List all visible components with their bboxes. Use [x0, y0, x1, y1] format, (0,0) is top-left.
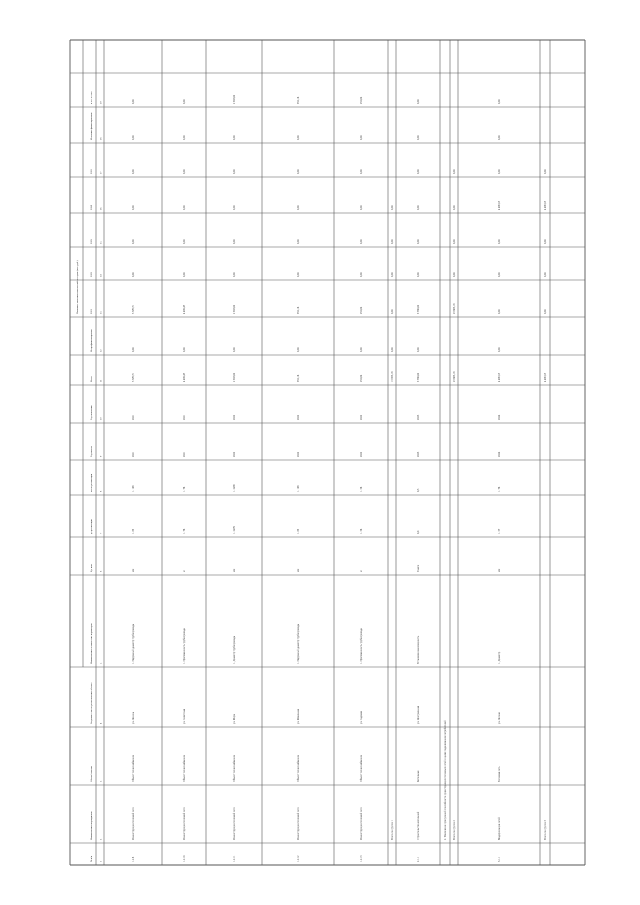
column-index: 11: [99, 379, 103, 382]
row-3-1-params: 1. Диаметр: [498, 651, 501, 664]
row-1-percent: 0,00: [132, 99, 135, 104]
subtotal-3-value: 0,00: [544, 169, 547, 174]
row-2-params: 1. Протяженность трубопровода: [183, 628, 186, 664]
row-1-undone: 0,00: [132, 347, 135, 352]
row-1-source: 0,00: [132, 135, 135, 140]
row-5-undone: 0,00: [360, 347, 363, 352]
row-4-units: мм: [297, 568, 300, 572]
subtotal-3-label: Всего по группе 3: [544, 820, 547, 840]
header-percent: в т.ч. за счет: [90, 91, 93, 104]
header-before: до реализации: [90, 519, 93, 534]
column-index: 14: [99, 274, 103, 277]
column-index: 3: [99, 780, 103, 782]
row-3-year-end: 2022: [233, 414, 236, 420]
subtotal-1-value: 0,00: [391, 272, 394, 277]
row-3-location: ул. Мира: [233, 714, 236, 724]
row-2-year-end: 2021: [183, 414, 186, 420]
row-4-after: 1. 108: [297, 485, 300, 492]
row-2-1-year-value: 0,00: [417, 205, 420, 210]
row-2-year-value: 0,00: [183, 205, 186, 210]
row-3-object: Объект теплоснабжения: [233, 755, 236, 782]
header-tech-params: Наименование технических параметров: [90, 623, 93, 664]
subtotal-1-total: 13 983,18: [391, 371, 394, 382]
column-index: 7: [99, 532, 103, 534]
row-3-event: Реконструкция тепловой сети: [233, 807, 236, 840]
column-index: 4: [99, 722, 103, 724]
column-index: 16: [99, 207, 103, 210]
header-year-2021: 2021: [90, 309, 93, 314]
row-4-location: ул. Школьная: [297, 709, 300, 724]
row-4-year-end: 2022: [297, 414, 300, 420]
row-4-year-value: 0,00: [297, 272, 300, 277]
header-year-start: Год начала: [90, 446, 93, 457]
row-4-year-start: 2022: [297, 451, 300, 457]
row-3-1-year-value: 0,00: [498, 272, 501, 277]
row-5-year-value: 0,00: [360, 239, 363, 244]
row-5-before: 1. 56: [360, 528, 363, 534]
row-1-total: 5 378,71: [132, 372, 135, 382]
row-2-year-start: 2021: [183, 451, 186, 457]
row-5-object: Объект теплоснабжения: [360, 755, 363, 782]
subtotal-1-value: 0,00: [391, 347, 394, 352]
column-index: 13: [99, 311, 103, 314]
header-year-end: Год окончания: [90, 405, 93, 420]
row-2-1-year-value: 9 700,00: [417, 304, 420, 314]
row-2-after: 1. 76: [183, 486, 186, 492]
row-5-num: 1.2.13: [360, 855, 363, 862]
column-index: 5: [99, 662, 103, 664]
subtotal-1-label: Всего по группе 1: [391, 820, 394, 840]
header-location: Сведения о месте расположения объекта: [90, 682, 93, 724]
row-2-1-before: 0,0: [417, 530, 420, 534]
row-1-params: 1. Наружный диаметр трубопровода: [132, 623, 135, 664]
row-5-source: 0,00: [360, 135, 363, 140]
row-5-total: 252,84: [360, 374, 363, 382]
header-after: после реализации: [90, 473, 93, 492]
row-4-undone: 0,00: [297, 347, 300, 352]
row-5-units: м: [360, 570, 363, 572]
subtotal-3-value: 4 489,95: [544, 200, 547, 210]
row-3-1-percent: 0,00: [498, 99, 501, 104]
header-sources: Источник финансирования: [90, 112, 93, 140]
row-3-1-event: Модернизация сетей: [498, 817, 501, 840]
subtotal-1-value: 0,00: [391, 239, 394, 244]
row-4-total: 952,16: [297, 374, 300, 382]
row-2-1-year-end: 2023: [417, 414, 420, 420]
row-3-1-num: 3.1.1: [498, 856, 501, 862]
column-index: 19: [99, 101, 103, 104]
row-4-params: 1. Наружный диаметр трубопровода: [297, 623, 300, 664]
column-index: 18: [99, 137, 103, 140]
row-2-year-value: 4 496,47: [183, 304, 186, 314]
row-3-before: 1. 2х76: [233, 526, 236, 534]
row-4-num: 1.2.12: [297, 855, 300, 862]
header-event: Наименование мероприятия: [90, 811, 93, 840]
row-2-1-year-start: 2023: [417, 451, 420, 457]
header-total: Всего: [90, 376, 93, 382]
row-3-undone: 0,00: [233, 347, 236, 352]
row-3-year-value: 0,00: [233, 272, 236, 277]
row-1-units: мм: [132, 568, 135, 572]
row-5-year-value: 0,00: [360, 272, 363, 277]
subtotal-1-value: 0,00: [391, 309, 394, 314]
row-3-1-location: ул. Лесная: [498, 712, 501, 724]
row-1-year-value: 0,00: [132, 205, 135, 210]
row-2-object: Объект теплоснабжения: [183, 755, 186, 782]
row-3-year-value: 0,00: [233, 205, 236, 210]
row-3-1-year-value: 0,00: [498, 169, 501, 174]
row-2-1-event: Строительство котельной: [417, 811, 420, 840]
row-3-after: 1. 2х89: [233, 484, 236, 492]
row-1-object: Объект теплоснабжения: [132, 755, 135, 782]
row-2-1-undone: 0,00: [417, 347, 420, 352]
row-3-1-before: 1. 57: [498, 528, 501, 534]
row-3-1-undone: 0,00: [498, 347, 501, 352]
row-5-year-end: 2022: [360, 414, 363, 420]
row-2-before: 1. 76: [183, 528, 186, 534]
row-3-1-source: 0,00: [498, 135, 501, 140]
row-4-year-value: 0,00: [297, 205, 300, 210]
row-3-num: 1.2.11: [233, 855, 236, 862]
row-2-1-after: 0,5: [417, 488, 420, 492]
row-3-percent: 2 903,00: [233, 94, 236, 104]
row-5-year-start: 2022: [360, 451, 363, 457]
column-index: 17: [99, 171, 103, 174]
row-3-year-value: 0,00: [233, 169, 236, 174]
row-1-year-value: 0,00: [132, 272, 135, 277]
row-2-num: 1.2.10: [183, 855, 186, 862]
row-1-event: Реконструкция тепловой сети: [132, 807, 135, 840]
row-2-1-location: ул. Центральная: [417, 705, 420, 724]
subtotal-2-value: 0,00: [453, 239, 456, 244]
column-index: 6: [99, 570, 103, 572]
row-3-units: мм: [233, 568, 236, 572]
row-1-year-value: 0,00: [132, 239, 135, 244]
row-3-1-year-end: 2024: [498, 414, 501, 420]
row-4-year-value: 952,16: [297, 306, 300, 314]
row-1-before: 1. 89: [132, 528, 135, 534]
header-year-2023: 2023: [90, 239, 93, 244]
row-5-year-value: 252,84: [360, 306, 363, 314]
column-index: 9: [99, 455, 103, 457]
row-2-year-value: 0,00: [183, 272, 186, 277]
row-2-undone: 0,00: [183, 347, 186, 352]
row-2-percent: 0,00: [183, 99, 186, 104]
column-index: 15: [99, 241, 103, 244]
row-3-total: 2 903,00: [233, 372, 236, 382]
row-3-year-value: 2 903,00: [233, 304, 236, 314]
row-4-source: 0,00: [297, 135, 300, 140]
subtotal-3-value: 0,00: [544, 239, 547, 244]
table-grid: [70, 40, 585, 865]
row-2-1-units: Гкал/ч: [417, 564, 420, 572]
subtotal-2-total: 23 683,18: [453, 371, 456, 382]
column-index: 8: [99, 490, 103, 492]
row-2-event: Реконструкция тепловой сети: [183, 807, 186, 840]
header-units: Ед. изм.: [90, 563, 93, 572]
row-2-1-params: Установленная мощность: [417, 635, 420, 664]
row-3-1-after: 1. 76: [498, 486, 501, 492]
column-index: 1: [99, 860, 103, 862]
subtotal-3-value: 0,00: [544, 309, 547, 314]
row-4-percent: 952,16: [297, 96, 300, 104]
row-3-1-year-value: 0,00: [498, 309, 501, 314]
row-3-1-total: 4 489,95: [498, 372, 501, 382]
row-3-1-year-value: 4 489,95: [498, 200, 501, 210]
subtotal-3-total: 4 489,95: [544, 372, 547, 382]
row-5-after: 1. 56: [360, 486, 363, 492]
header-year-2025: 2025: [90, 169, 93, 174]
subtotal-2-label: Всего по группе 2: [453, 820, 456, 840]
row-1-after: 1. 108: [132, 485, 135, 492]
subtotal-2-value: 23 683,18: [453, 303, 456, 314]
column-index: 10: [99, 417, 103, 420]
row-1-year-value: 5 378,71: [132, 304, 135, 314]
row-2-year-value: 0,00: [183, 239, 186, 244]
row-2-year-value: 0,00: [183, 169, 186, 174]
row-3-1-year-value: 0,00: [498, 239, 501, 244]
row-5-percent: 252,84: [360, 96, 363, 104]
row-1-year-end: 2021: [132, 414, 135, 420]
header-year-2024: 2024: [90, 205, 93, 210]
header-financing-group: Плановые значения показателей по годам (тыс. руб.): [76, 260, 79, 314]
row-3-params: 1. Диаметр трубопровода: [233, 636, 236, 664]
row-5-year-value: 0,00: [360, 169, 363, 174]
subtotal-2-value: 0,00: [453, 169, 456, 174]
column-index: 12: [99, 349, 103, 352]
subtotal-1-value: 0,00: [391, 205, 394, 210]
row-2-1-source: 0,00: [417, 135, 420, 140]
table-cells: [76, 91, 547, 862]
row-3-year-start: 2022: [233, 451, 236, 457]
row-2-1-num: 2.1.1: [417, 856, 420, 862]
subtotal-3-value: 0,00: [544, 272, 547, 277]
row-5-location: ул. Садовая: [360, 711, 363, 724]
row-1-location: ул. Ленина: [132, 712, 135, 724]
row-1-year-value: 0,00: [132, 169, 135, 174]
row-2-1-total: 9 700,00: [417, 372, 420, 382]
row-4-before: 1. 89: [297, 528, 300, 534]
column-index: 2: [99, 838, 103, 840]
header-year-2022: 2022: [90, 272, 93, 277]
row-2-1-year-value: 0,00: [417, 239, 420, 244]
row-3-year-value: 0,00: [233, 239, 236, 244]
row-2-1-percent: 0,00: [417, 99, 420, 104]
row-4-object: Объект теплоснабжения: [297, 755, 300, 782]
subtotal-2-value: 0,00: [453, 272, 456, 277]
row-2-units: м: [183, 570, 186, 572]
row-4-year-value: 0,00: [297, 239, 300, 244]
subtotal-2-value: 0,00: [453, 205, 456, 210]
row-1-num: 1.2.8: [132, 856, 135, 862]
row-2-source: 0,00: [183, 135, 186, 140]
header-object: Объект/система: [90, 765, 93, 782]
row-3-source: 0,00: [233, 135, 236, 140]
row-5-params: 1. Протяженность трубопровода: [360, 628, 363, 664]
row-3-1-units: мм: [498, 568, 501, 572]
row-4-event: Реконструкция тепловой сети: [297, 807, 300, 840]
row-5-event: Реконструкция тепловой сети: [360, 807, 363, 840]
row-3-1-year-start: 2024: [498, 451, 501, 457]
row-1-year-start: 2021: [132, 451, 135, 457]
row-2-location: ул. Советская: [183, 708, 186, 724]
row-5-year-value: 0,00: [360, 205, 363, 210]
section-2-heading: 2. Увеличение пропускной способности существующих тепловых сетей в целях подключения потребителей: [444, 720, 447, 840]
row-2-1-object: Котельная: [417, 770, 420, 782]
row-2-1-year-value: 0,00: [417, 169, 420, 174]
row-2-1-year-value: 0,00: [417, 272, 420, 277]
header-num: № п/п: [90, 855, 93, 862]
header-undone: Не профинансировано: [90, 329, 93, 352]
row-4-year-value: 0,00: [297, 169, 300, 174]
row-2-total: 4 496,47: [183, 372, 186, 382]
row-3-1-object: Тепловая сеть: [498, 766, 501, 782]
